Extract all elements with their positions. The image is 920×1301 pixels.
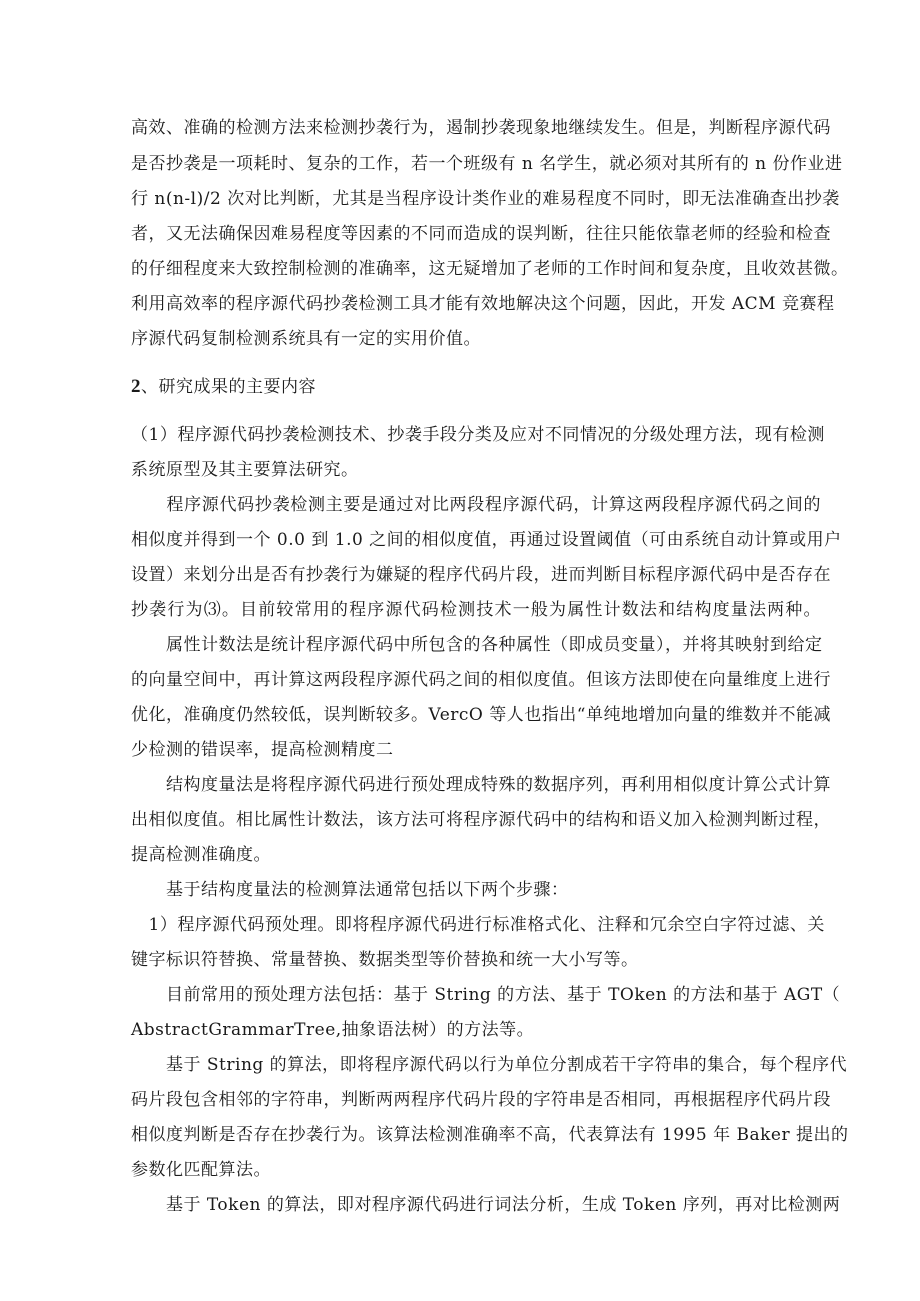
section-heading — [131, 376, 821, 398]
paragraph-line: 设置）来划分出是否有抄袭行为嫌疑的程序代码片段，进而判断目标程序源代码中是否存在 — [131, 565, 831, 585]
paragraph-line: 利用高效率的程序源代码抄袭检测工具才能有效地解决这个问题，因此，开发 ACM 竞赛程 — [131, 294, 835, 314]
paragraph-line: 结构度量法是将程序源代码进行预处理成特殊的数据序列，再利用相似度计算公式计算 — [131, 775, 831, 795]
paragraph-line: 相似度判断是否存在抄袭行为。该算法检测准确率不高，代表算法有 1995 年 Baker 提出的 — [131, 1125, 849, 1145]
section-title: 、研究成果的主要内容 — [141, 377, 316, 397]
paragraph-line: 是否抄袭是一项耗时、复杂的工作，若一个班级有 n 名学生，就必须对其所有的 n 份作业进 — [131, 154, 843, 174]
paragraph-line: 出相似度值。相比属性计数法，该方法可将程序源代码中的结构和语义加入检测判断过程， — [131, 810, 831, 830]
paragraph-line: 目前常用的预处理方法包括：基于 String 的方法、基于 TOken 的方法和基于 AGT（ — [131, 985, 841, 1005]
paragraph-line: 优化，准确度仍然较低，误判断较多。VercO 等人也指出“单纯地增加向量的维数并不能减 — [131, 705, 831, 725]
paragraph-line: 提高检测准确度。 — [131, 845, 271, 865]
paragraph-line: 基于结构度量法的检测算法通常包括以下两个步骤： — [131, 880, 569, 900]
paragraph-line: 序源代码复制检测系统具有一定的实用价值。 — [131, 329, 481, 349]
paragraph-line: 相似度并得到一个 0.0 到 1.0 之间的相似度值，再通过设置阈值（可由系统自动计算或用户 — [131, 530, 842, 550]
paragraph-line: AbstractGrammarTree,抽象语法树）的方法等。 — [131, 1020, 535, 1040]
paragraph-line: 基于 Token 的算法，即对程序源代码进行词法分析，生成 Token 序列，再对比检测两 — [131, 1195, 841, 1215]
paragraph-line: 者，又无法确保因难易程度等因素的不同而造成的误判断，往往只能依靠老师的经验和检查 — [131, 224, 831, 244]
paragraph-line: 参数化匹配算法。 — [131, 1160, 271, 1180]
paragraph-line: 抄袭行为⑶。目前较常用的程序源代码检测技术一般为属性计数法和结构度量法两种。 — [131, 600, 821, 620]
paragraph-line: 码片段包含相邻的字符串，判断两两程序代码片段的字符串是否相同，再根据程序代码片段 — [131, 1090, 831, 1110]
paragraph-line: 程序源代码抄袭检测主要是通过对比两段程序源代码，计算这两段程序源代码之间的 — [131, 495, 821, 515]
paragraph-line: 高效、准确的检测方法来检测抄袭行为，遏制抄袭现象地继续发生。但是，判断程序源代码 — [131, 118, 831, 138]
paragraph-line: 的仔细程度来大致控制检测的准确率，这无疑增加了老师的工作时间和复杂度，且收效甚微。 — [131, 259, 849, 279]
paragraph-line: 少检测的错误率，提高检测精度二 — [131, 740, 394, 760]
section-number: 2 — [131, 376, 141, 397]
paragraph-line: 系统原型及其主要算法研究。 — [131, 460, 359, 480]
paragraph-line: 行 n(n-l)/2 次对比判断，尤其是当程序设计类作业的难易程度不同时，即无法准确查出抄袭 — [131, 189, 840, 209]
paragraph-line: 的向量空间中，再计算这两段程序源代码之间的相似度值。但该方法即使在向量维度上进行 — [131, 670, 831, 690]
paragraph-line: 属性计数法是统计程序源代码中所包含的各种属性（即成员变量），并将其映射到给定 — [131, 635, 823, 655]
paragraph-line: （1）程序源代码抄袭检测技术、抄袭手段分类及应对不同情况的分级处理方法，现有检测 — [131, 425, 825, 445]
paragraph-line: 键字标识符替换、常量替换、数据类型等价替换和统一大小写等。 — [131, 950, 639, 970]
paragraph-line: 1）程序源代码预处理。即将程序源代码进行标准格式化、注释和冗余空白字符过滤、关 — [131, 915, 825, 935]
paragraph-line: 基于 String 的算法，即将程序源代码以行为单位分割成若干字符串的集合，每个程序代 — [131, 1055, 848, 1075]
